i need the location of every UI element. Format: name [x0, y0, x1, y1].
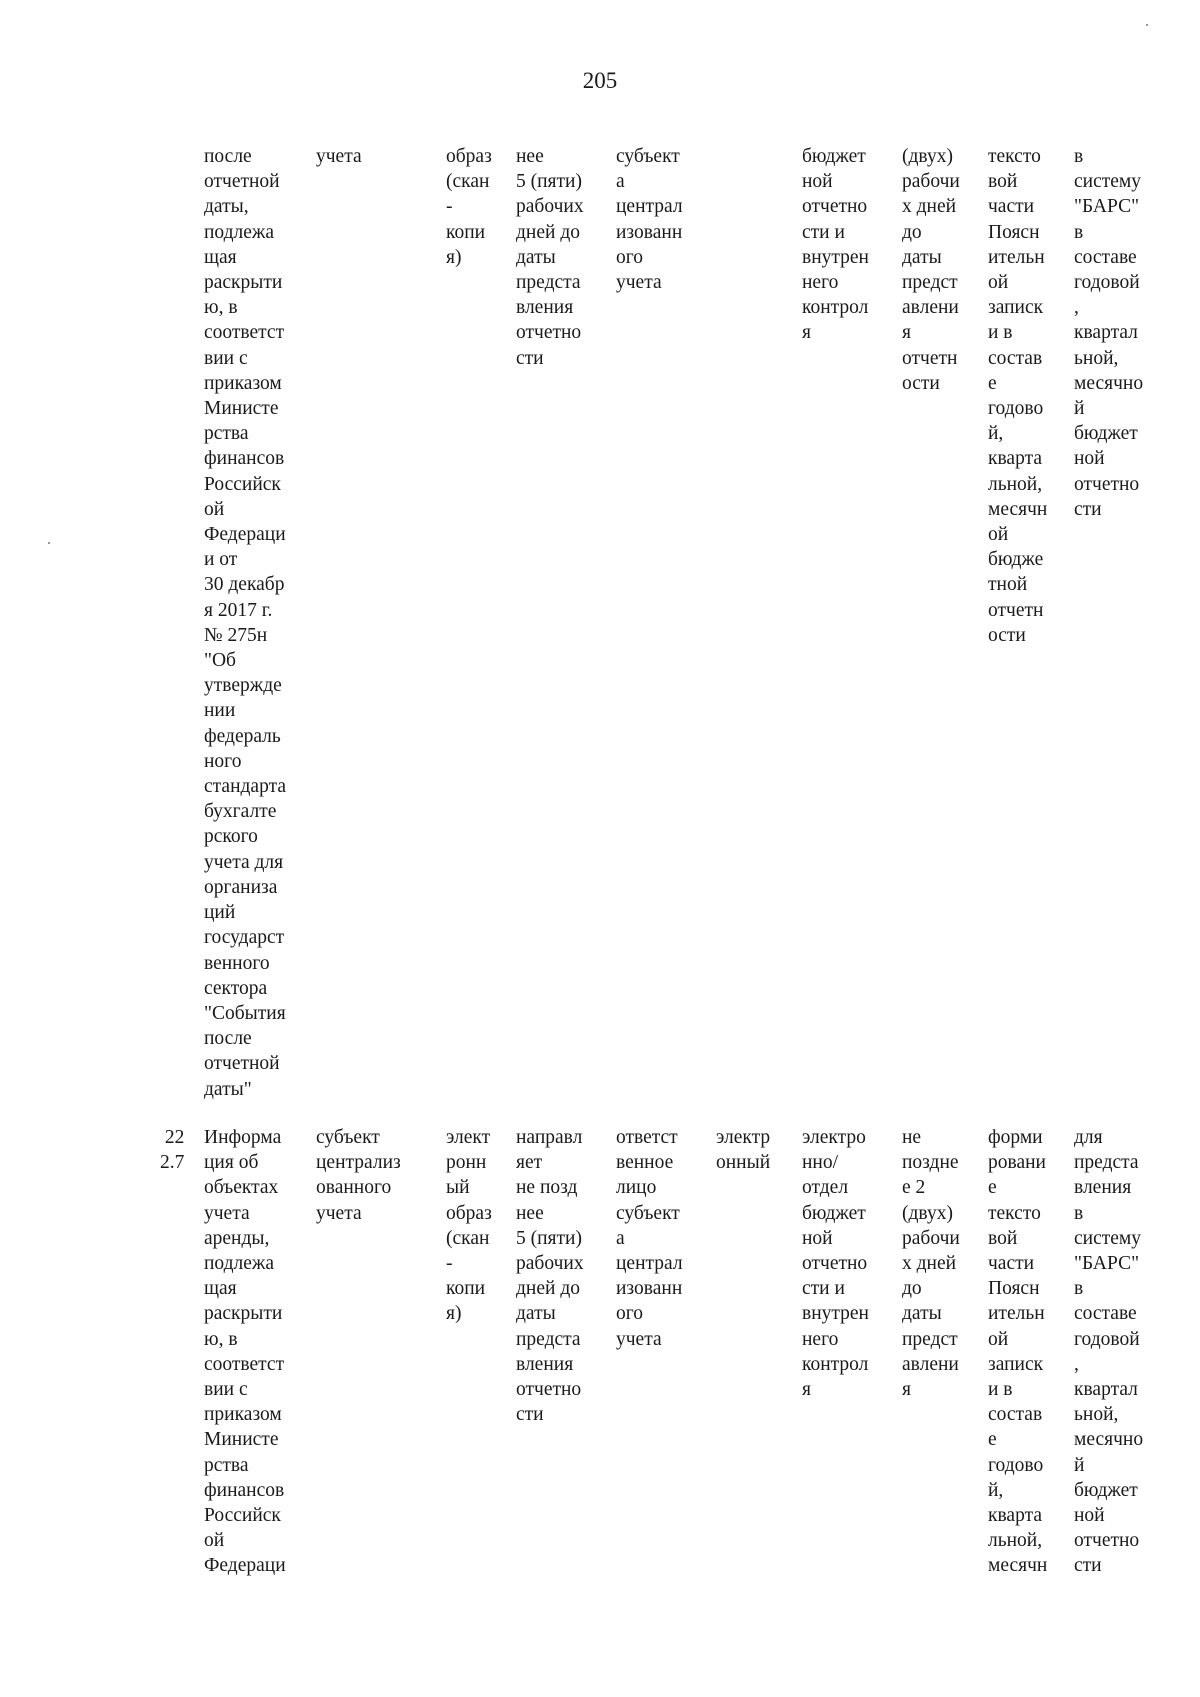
cell-form: образ (скан - копи я)	[446, 146, 492, 268]
cell-source: учета	[316, 146, 362, 167]
cell-purpose: в систему "БАРС" в составе годовой , квартал ьной, месячно й бюджет ной отчетно сти	[1074, 146, 1144, 520]
scan-speck	[48, 542, 50, 544]
cell-deadline: направл яет не позд нее 5 (пяти) рабочих дней до даты предста вления отчетно сти	[516, 1127, 584, 1426]
cell-deadline: нее 5 (пяти) рабочих дней до даты предста вления отчетно сти	[516, 146, 584, 369]
cell-purpose: для предста вления в систему "БАРС" в составе годовой , квартал ьной, месячно й бюджет ной отчетно сти	[1074, 1127, 1144, 1577]
cell-recipient: бюджет ной отчетно сти и внутрен него контрол я	[802, 146, 869, 344]
cell-name: Информа ция об объектах учета аренды, подлежа щая раскрыти ю, в соответст вии с приказом Министе рства финансов Российск ой Федераци	[204, 1127, 286, 1577]
page-number: 205	[582, 68, 618, 93]
cell-form: элект ронн ый образ (скан - копи я)	[446, 1127, 492, 1325]
cell-name: после отчетной даты, подлежа щая раскрыти ю, в соответст вии с приказом Министе рства финансов Российск ой Федераци и от 30 декабр я 2017 г. № 275н "Об утвержде нии федераль ного стандарта бухгалте рского учета для организа ций государст венного сектора "События после отчетной даты"	[204, 146, 286, 1100]
cell-responsible: ответст венное лицо субъект а централ изованн ого учета	[616, 1127, 683, 1350]
cell-usage: форми ровани е тексто вой части Поясн ительн ой записк и в состав е годово й, кварта льной, месячн	[988, 1127, 1048, 1577]
cell-responsible: субъект а централ изованн ого учета	[616, 146, 683, 294]
cell-recipient: электро нно/ отдел бюджет ной отчетно сти и внутрен него контрол я	[802, 1127, 869, 1401]
cell-source: субъект централиз ованного учета	[316, 1127, 401, 1224]
cell-term: (двух) рабочи х дней до даты предст авлени я отчетн ости	[902, 146, 960, 394]
cell-term: не поздне е 2 (двух) рабочи х дней до даты предст авлени я	[902, 1127, 960, 1401]
cell-usage: тексто вой части Поясн ительн ой записк и в состав е годово й, кварта льной, месячн ой бюдже тной отчетн ости	[988, 146, 1048, 646]
cell-number: 22 2.7	[160, 1127, 185, 1174]
scan-speck	[1146, 24, 1148, 26]
cell-format: электр онный	[716, 1127, 771, 1174]
